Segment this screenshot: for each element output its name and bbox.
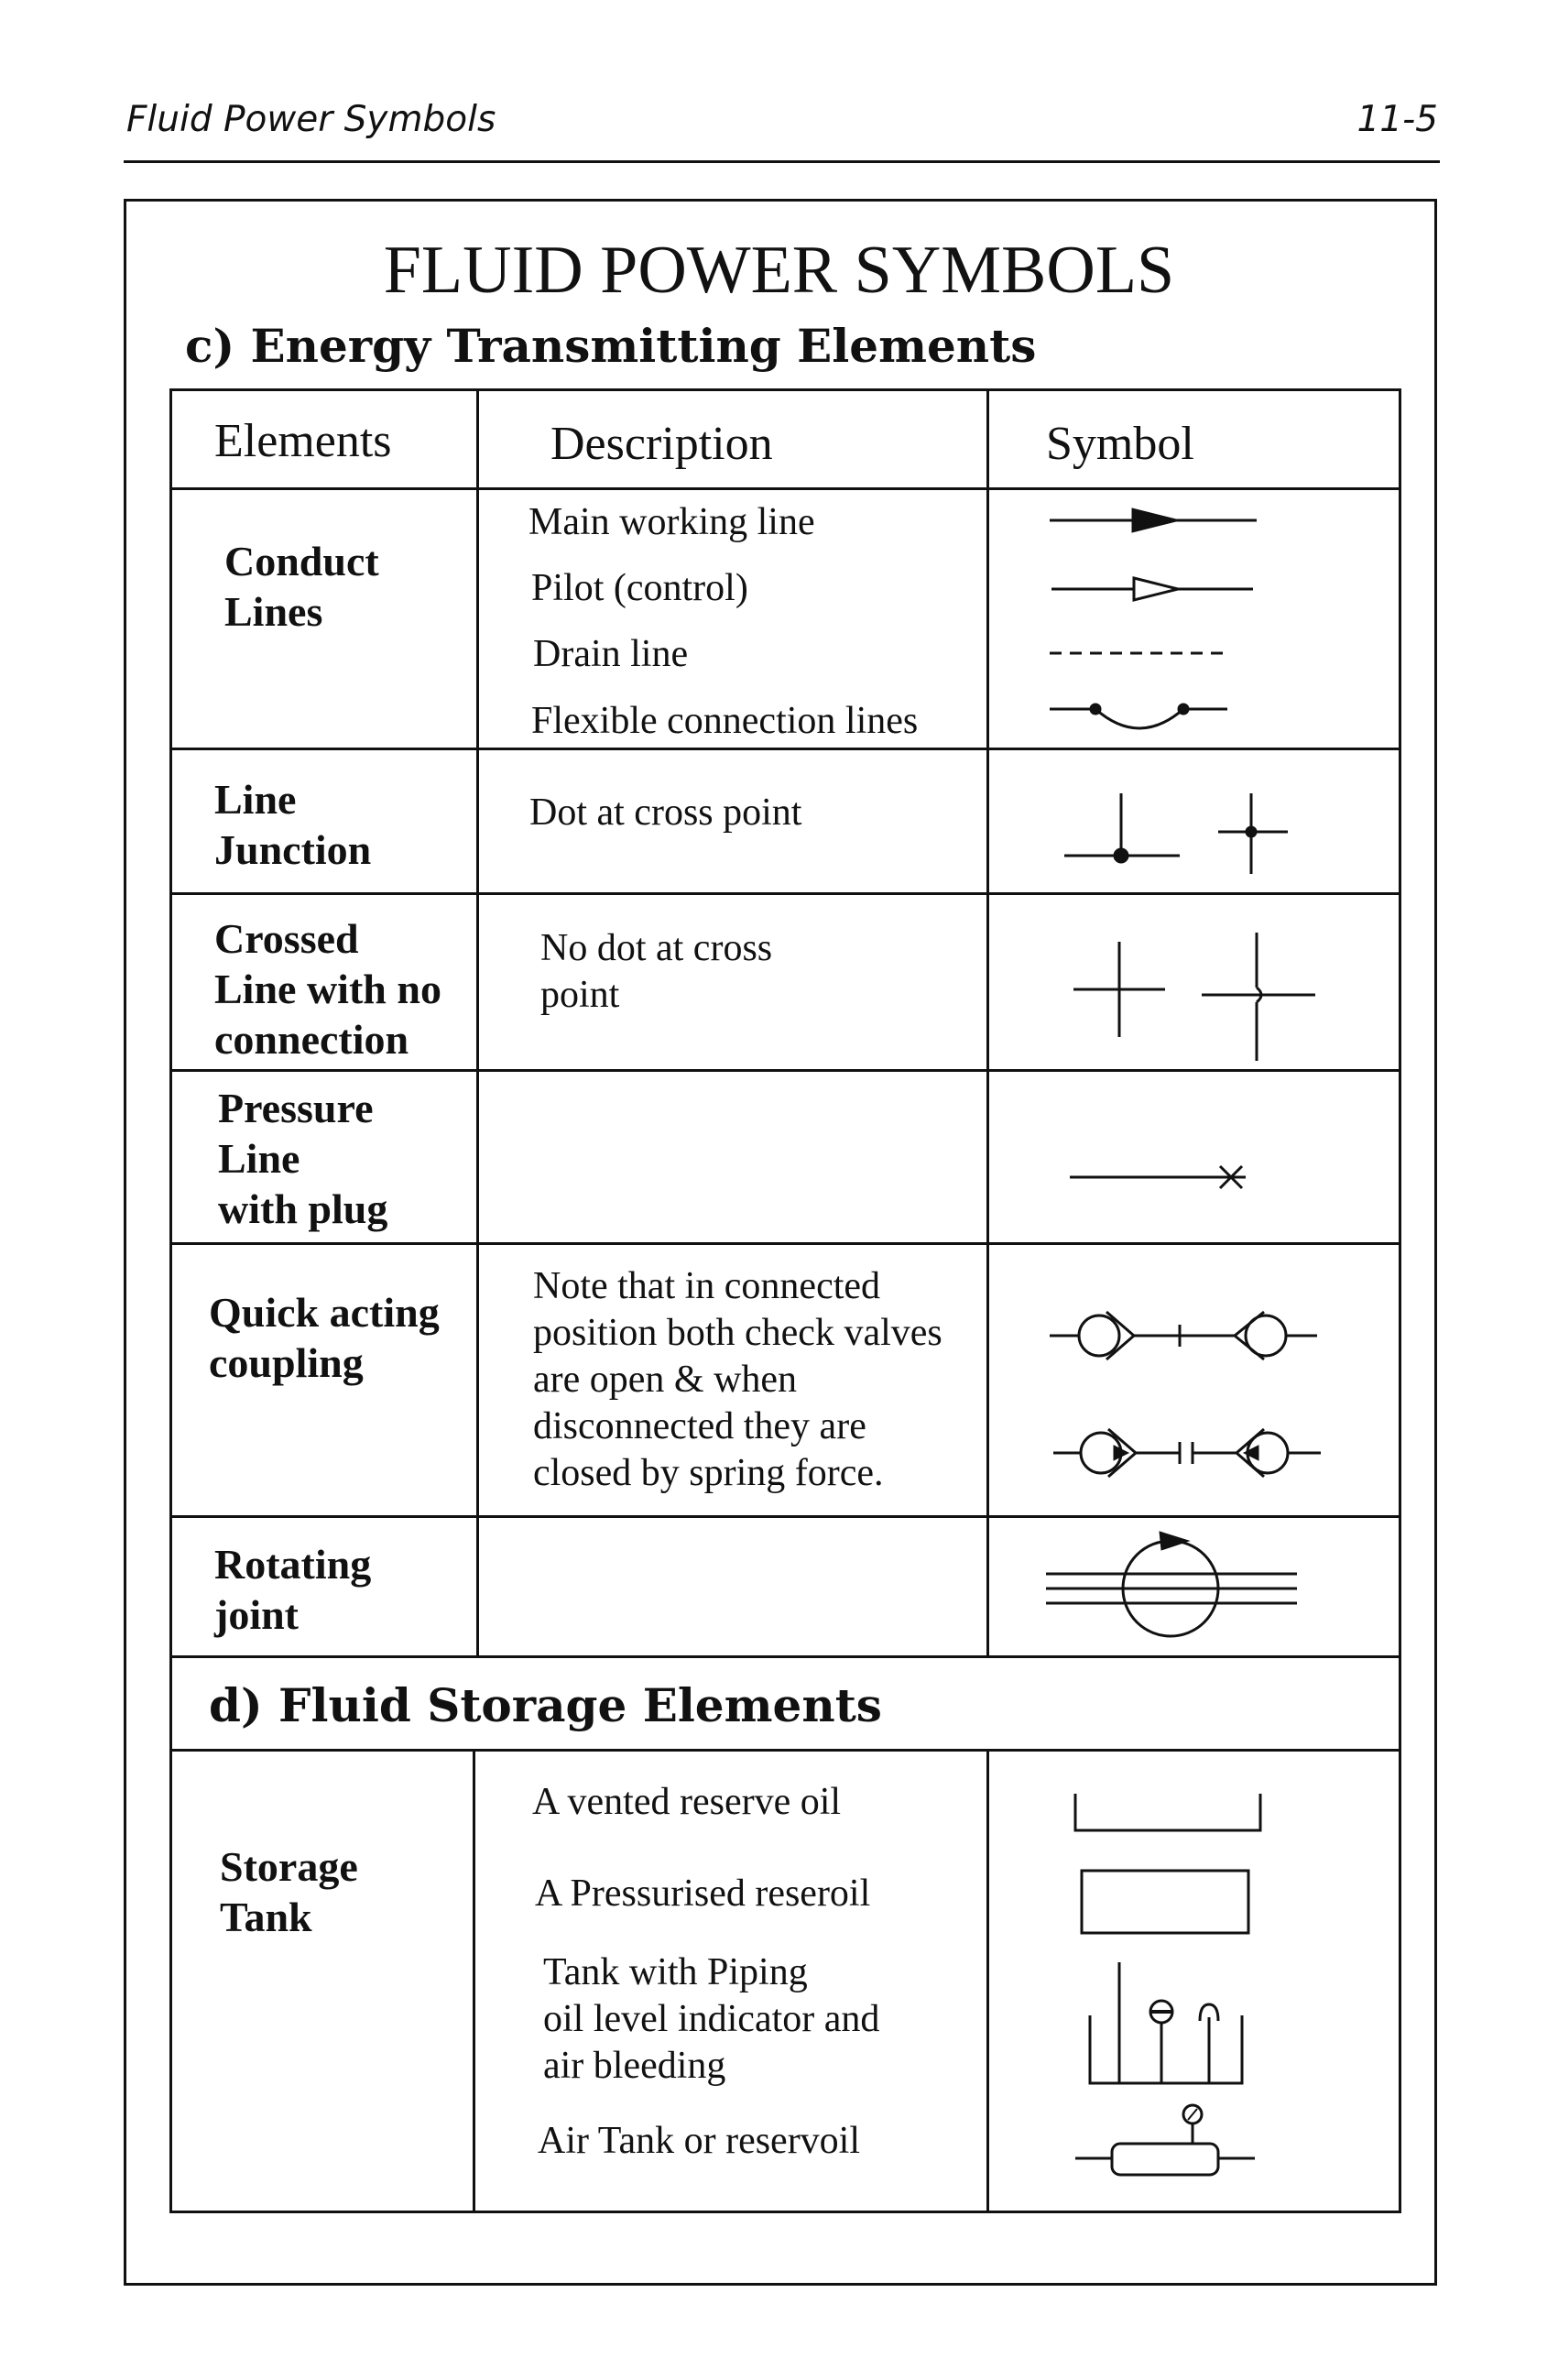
desc-vented-reserve: A vented reserve oil [532, 1781, 842, 1823]
header-rule [124, 160, 1440, 163]
desc-dot-at-cross-point: Dot at cross point [529, 792, 802, 834]
element-line: Conduct [224, 538, 379, 584]
element-line: Junction [214, 826, 372, 873]
row-divider [169, 892, 1401, 895]
desc-no-dot-at-cross-point [540, 925, 772, 1019]
line-with-plug-icon [1062, 1159, 1264, 1195]
row-divider [169, 1655, 1401, 1658]
page-number: 11-5 [1356, 99, 1438, 140]
element-rotating-joint [214, 1539, 371, 1640]
pilot-line-icon [1051, 578, 1253, 600]
element-quick-coupling [209, 1287, 440, 1388]
element-line: Line [218, 1135, 300, 1182]
desc-line: No dot at cross [540, 927, 773, 969]
element-line: Quick acting [209, 1289, 440, 1336]
running-head [126, 99, 1438, 143]
desc-quick-coupling [533, 1263, 942, 1497]
element-line: Crossed [214, 915, 359, 962]
element-line: Line [214, 776, 297, 823]
row-divider [169, 1242, 1401, 1245]
coupling-connected-icon [1050, 1312, 1317, 1359]
column-divider [476, 388, 479, 1658]
desc-tank-with-piping [543, 1949, 879, 2090]
table-bottom-border [169, 2211, 1401, 2213]
table-left-border [169, 388, 172, 2213]
column-divider [986, 1749, 989, 2213]
desc-line: are open & when [533, 1359, 798, 1401]
element-pressure-line [218, 1083, 387, 1234]
element-line: with plug [218, 1185, 388, 1232]
row-divider [169, 1515, 1401, 1518]
element-line: joint [214, 1591, 299, 1638]
desc-line: air bleeding [543, 2045, 726, 2087]
element-line: connection [214, 1016, 409, 1063]
junction-dot-icon [1053, 786, 1301, 887]
element-line: Pressure [218, 1085, 374, 1131]
page-title: FLUID POWER SYMBOLS [383, 233, 1175, 308]
desc-line: closed by spring force. [533, 1452, 884, 1494]
element-storage-tank [220, 1841, 358, 1942]
row-divider [169, 1749, 1401, 1752]
desc-air-tank: Air Tank or reservoil [538, 2120, 861, 2162]
table-right-border [1399, 388, 1401, 2213]
main-working-line-icon [1050, 508, 1257, 532]
desc-line: point [540, 974, 620, 1016]
row-divider [169, 748, 1401, 750]
element-line: coupling [209, 1339, 364, 1386]
table-header-rule [169, 487, 1401, 490]
desc-main-working-line: Main working line [528, 501, 815, 543]
column-divider [986, 388, 989, 1658]
desc-pilot-control: Pilot (control) [531, 567, 748, 609]
element-line: Storage [220, 1843, 358, 1890]
pressurised-tank-icon [1076, 1865, 1259, 1938]
rotating-joint-icon [1042, 1523, 1308, 1646]
element-line: Rotating [214, 1541, 372, 1588]
desc-line: position both check valves [533, 1312, 942, 1354]
desc-flexible-lines: Flexible connection lines [531, 700, 919, 742]
section-d-heading: d) Fluid Storage Elements [209, 1678, 882, 1732]
element-crossed-line [214, 913, 441, 1064]
table-top-border [169, 388, 1401, 391]
coupling-disconnected-icon [1053, 1429, 1321, 1477]
desc-line: Note that in connected [533, 1265, 881, 1307]
tank-with-piping-icon [1081, 1957, 1264, 2090]
desc-line: Tank with Piping [543, 1951, 808, 1993]
column-header-description: Description [550, 418, 773, 470]
element-conduct-lines [224, 536, 379, 637]
vented-tank-icon [1062, 1786, 1273, 1841]
desc-line: disconnected they are [533, 1405, 866, 1447]
desc-drain-line: Drain line [533, 633, 689, 675]
element-line: Tank [220, 1894, 312, 1940]
column-divider [473, 1749, 475, 2213]
column-header-elements: Elements [214, 415, 392, 467]
section-c-heading: c) Energy Transmitting Elements [185, 319, 1037, 373]
running-head-title: Fluid Power Symbols [126, 99, 496, 140]
column-header-symbol: Symbol [1046, 418, 1194, 470]
element-line: Line with no [214, 966, 441, 1012]
quick-coupling-icon [1044, 1299, 1328, 1501]
element-line-junction [214, 774, 371, 875]
crossed-no-connection-icon [1062, 925, 1328, 1072]
element-line: Lines [224, 588, 323, 635]
desc-pressurised-reservoir: A Pressurised reseroil [535, 1872, 871, 1915]
air-tank-icon [1072, 2098, 1264, 2189]
desc-line: oil level indicator and [543, 1998, 880, 2040]
conduct-lines-symbols [1044, 502, 1264, 722]
